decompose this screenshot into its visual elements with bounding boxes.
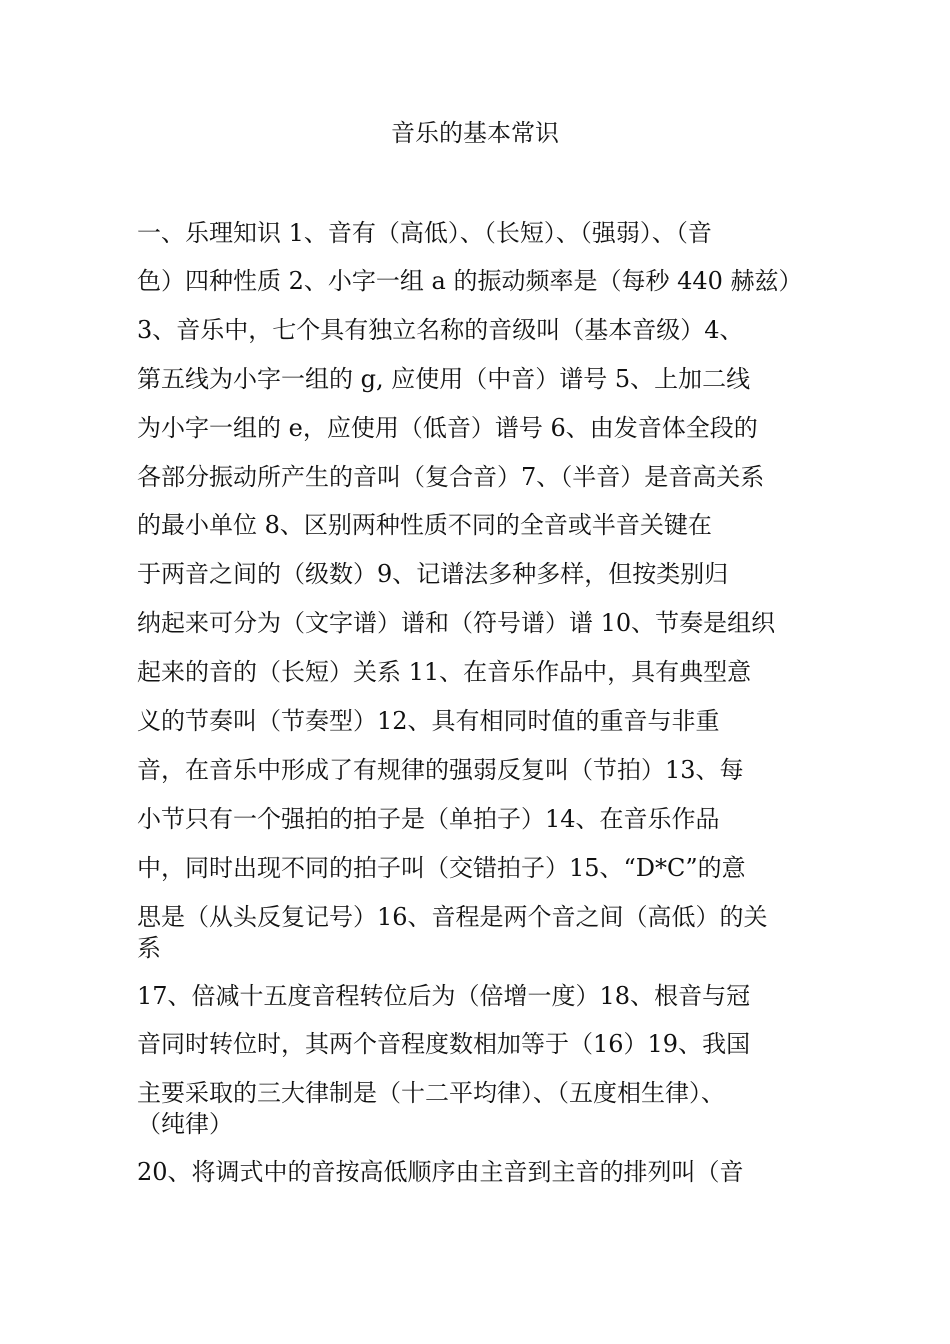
text-line-4: 第五线为小字一组的 g, 应使用（中音）谱号 5、上加二线 <box>137 365 751 393</box>
text-line-15: 思是（从头反复记号）16、音程是两个音之间（高低）的关 <box>137 903 768 931</box>
document-title: 音乐的基本常识 <box>391 119 559 147</box>
text-line-13: 小节只有一个强拍的拍子是（单拍子）14、在音乐作品 <box>137 805 720 833</box>
text-line-10: 起来的音的（长短）关系 11、在音乐作品中，具有典型意 <box>137 658 752 686</box>
text-line-12: 音，在音乐中形成了有规律的强弱反复叫（节拍）13、每 <box>137 756 744 784</box>
text-line-6: 各部分振动所产生的音叫（复合音）7、（半音）是音高关系 <box>137 463 765 491</box>
text-line-20: （纯律） <box>137 1110 233 1138</box>
text-line-18: 音同时转位时，其两个音程度数相加等于（16）19、我国 <box>137 1030 751 1058</box>
text-line-7: 的最小单位 8、区别两种性质不同的全音或半音关键在 <box>137 511 712 539</box>
text-line-5: 为小字一组的 e，应使用（低音）谱号 6、由发音体全段的 <box>137 414 758 442</box>
text-line-1: 一、乐理知识 1、音有（高低）、（长短）、（强弱）、（音 <box>137 219 712 247</box>
text-line-11: 义的节奏叫（节奏型）12、具有相同时值的重音与非重 <box>137 707 720 735</box>
text-line-2: 色）四种性质 2、小字一组 a 的振动频率是（每秒 440 赫兹） <box>137 267 803 295</box>
text-line-9: 纳起来可分为（文字谱）谱和（符号谱）谱 10、节奏是组织 <box>137 609 776 637</box>
text-line-14: 中，同时出现不同的拍子叫（交错拍子）15、“D*C”的意 <box>137 854 746 882</box>
text-line-3: 3、音乐中，七个具有独立名称的音级叫（基本音级）4、 <box>137 316 744 344</box>
text-line-8: 于两音之间的（级数）9、记谱法多种多样，但按类别归 <box>137 560 729 588</box>
text-line-19: 主要采取的三大律制是（十二平均律）、（五度相生律）、 <box>137 1079 725 1107</box>
text-line-21: 20、将调式中的音按高低顺序由主音到主音的排列叫（音 <box>137 1158 744 1186</box>
text-line-17: 17、倍减十五度音程转位后为（倍增一度）18、根音与冠 <box>137 982 751 1010</box>
text-line-16: 系 <box>137 934 161 962</box>
